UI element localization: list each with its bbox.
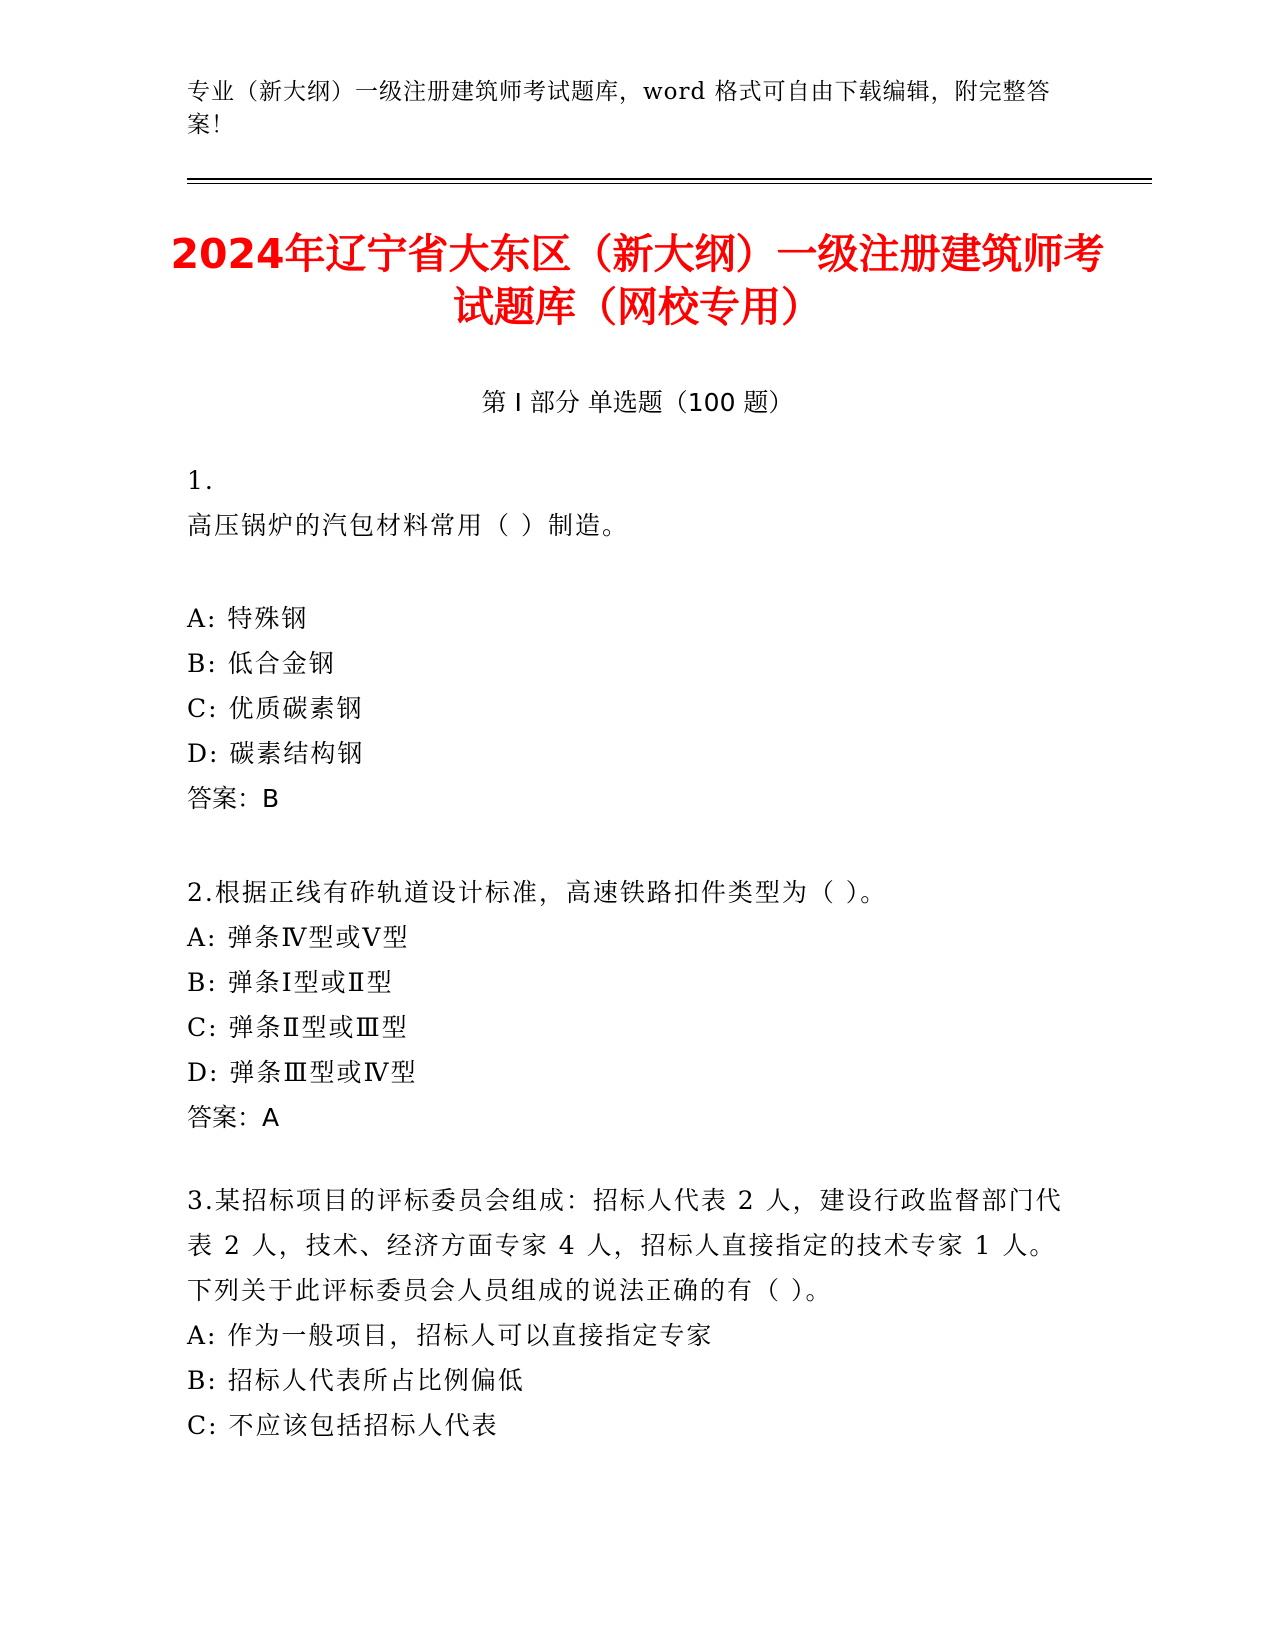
question-stem: 2.根据正线有砟轨道设计标准，高速铁路扣件类型为（ ）。 [187,878,888,907]
question-stem: 3.某招标项目的评标委员会组成：招标人代表 2 人，建设行政监督部门代表 2 人，技术、经济方面专家 4 人，招标人直接指定的技术专家 1 人。下列关于此评标委员会人员组成的说法正确的有（ ）。 [187,1186,1063,1305]
question-2 [187,870,1067,1140]
option-b: B: 低合金钢 [187,649,336,678]
answer: 答案：B [187,784,280,813]
option-c: C: 弹条Ⅱ型或Ⅲ型 [187,1013,409,1042]
answer: 答案：A [187,1103,280,1132]
option-d: D: 碳素结构钢 [187,739,365,768]
option-c: C: 不应该包括招标人代表 [187,1411,499,1440]
question-number: 1. [187,466,215,495]
question-stem: 高压锅炉的汽包材料常用（ ）制造。 [187,511,629,540]
option-c: C: 优质碳素钢 [187,694,364,723]
question-3 [187,1178,1067,1448]
option-d: D: 弹条Ⅲ型或Ⅳ型 [187,1058,418,1087]
option-a: A: 弹条Ⅳ型或Ⅴ型 [187,923,410,952]
option-a: A: 作为一般项目，招标人可以直接指定专家 [187,1321,714,1350]
header-note: 专业（新大纲）一级注册建筑师考试题库，word 格式可自由下载编辑，附完整答案！ [187,79,1051,138]
option-b: B: 招标人代表所占比例偏低 [187,1366,525,1395]
option-b: B: 弹条Ⅰ型或Ⅱ型 [187,968,394,997]
header-rule-thick [187,178,1152,180]
header-rule-thin [187,183,1152,184]
question-1 [187,458,1067,821]
option-a: A: 特殊钢 [187,604,309,633]
document-title: 2024年辽宁省大东区（新大纲）一级注册建筑师考试题库（网校专用） [170,230,1105,331]
section-title: 第 I 部分 单选题（100 题） [481,388,794,417]
